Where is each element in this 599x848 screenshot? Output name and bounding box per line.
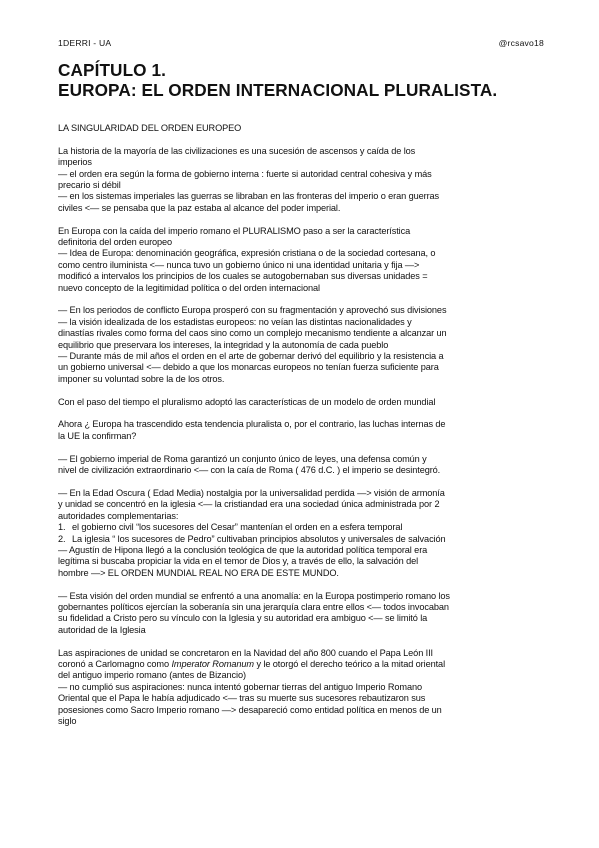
paragraph-6 (58, 454, 544, 477)
text-line: gobernantes políticos ejercían la soberanía sin una jerarquía clara entre ellos <— todos invocaban (58, 601, 449, 612)
text-line: — Agustín de Hipona llegó a la conclusión teológica de que la autoridad política temporal era (58, 544, 428, 555)
text-line: — en los sistemas imperiales las guerras se libraban en las fronteras del imperio o eran guerras (58, 191, 440, 202)
text-line: — Idea de Europa: denominación geográfica, expresión cristiana o de la sociedad cortesana, o (58, 248, 436, 259)
text-line: Con el paso del tiempo el pluralismo adoptó las características de un modelo de orden mundial (58, 396, 436, 407)
text-segment: y le otorgó el derecho teórico a la mitad oriental (254, 658, 446, 669)
text-line: modificó a intervalos los principios de los cuales se autogobernaban sus diversas unidades = (58, 271, 428, 282)
paragraph-carlomagno (58, 648, 544, 728)
header-left-label: 1DERRI - UA (58, 38, 112, 48)
paragraph-4 (58, 397, 544, 408)
header-right-label: @rcsavo18 (498, 38, 544, 48)
text-line: siglo (58, 715, 77, 726)
text-segment: coronó a Carlomagno como (58, 658, 172, 669)
text-line: equilibrio que preservara los intereses, la integridad y la autonomía de cada pueblo (58, 339, 389, 350)
text-line: la UE la confirman? (58, 430, 137, 441)
list-number: 2. (58, 533, 66, 544)
text-line: La historia de la mayoría de las civilizaciones es una sucesión de ascensos y caída de los (58, 145, 416, 156)
text-line: dinastías rivales como forma del caos sino como un complejo mecanismo tendiente a alcanzar un (58, 328, 447, 339)
paragraph-2 (58, 226, 544, 294)
text-line: — la visión idealizada de los estadistas europeos: no veían las distintas nacionalidades y (58, 316, 412, 327)
chapter-number: CAPÍTULO 1. (58, 60, 167, 80)
chapter-title (58, 60, 558, 100)
text-line (58, 659, 544, 670)
list-text: La iglesia “ los sucesores de Pedro” cultivaban principios absolutos y universales de salvación (72, 533, 446, 544)
list-number: 1. (58, 522, 66, 533)
text-line: — no cumplió sus aspiraciones: nunca intentó gobernar tierras del antiguo Imperio Romano (58, 681, 423, 692)
list-item (58, 534, 544, 545)
text-line: precario si débil (58, 180, 121, 191)
text-line: — Durante más de mil años el orden en el arte de gobernar derivó del equilibrio y la resistencia a (58, 351, 444, 362)
text-line: posesiones como Sacro Imperio romano —> desapareció como entidad política en menos de un (58, 704, 442, 715)
text-line: legítima si buscaba propiciar la vida en el temor de Dios y, a través de ello, la salvación del (58, 556, 419, 567)
paragraph-3 (58, 305, 544, 385)
text-line: nivel de civilización extraordinario <— con la caía de Roma ( 476 d.C. ) el imperio se desintegró. (58, 465, 441, 476)
list-text: el gobierno civil “los sucesores del Cesar” mantenían el orden en a esfera temporal (72, 522, 403, 533)
list-item (58, 522, 544, 533)
text-line: — El gobierno imperial de Roma garantizó un conjunto único de leyes, una defensa común y (58, 453, 427, 464)
text-line: Las aspiraciones de unidad se concretaron en la Navidad del año 800 cuando el Papa León III (58, 647, 434, 658)
text-line: un gobierno universal <— debido a que los monarcas europeos no tenían fuerza suficiente para (58, 362, 439, 373)
paragraph-5 (58, 419, 544, 442)
paragraph-1 (58, 146, 544, 214)
text-line: imponer su voluntad sobre la de los otros. (58, 373, 225, 384)
section-heading: LA SINGULARIDAD DEL ORDEN EUROPEO (58, 123, 242, 133)
paragraph-anomalia (58, 591, 544, 637)
text-line: y unidad se concentró en la iglesia <— la cristiandad era una sociedad única administrada por 2 (58, 499, 440, 510)
text-line: autoridad de la Iglesia (58, 624, 146, 635)
document-body (58, 123, 544, 739)
text-line: — En los periodos de conflicto Europa prosperó con su fragmentación y aprovechó sus divisiones (58, 305, 447, 316)
text-line: — Esta visión del orden mundial se enfrentó a una anomalía: en la Europa postimperio romano los (58, 590, 450, 601)
text-line: En Europa con la caída del imperio romano el PLURALISMO paso a ser la característica (58, 225, 411, 236)
text-line: del antiguo imperio romano (antes de Bizancio) (58, 670, 246, 681)
text-line: — el orden era según la forma de gobierno interna : fuerte si autoridad central cohesiva y más (58, 168, 432, 179)
text-line: como centro iluminista <— nunca tuvo un gobierno único ni una identidad unitaria y fija —> (58, 259, 420, 270)
text-line: civiles <— se pensaba que la paz estaba al alcance del poder imperial. (58, 202, 341, 213)
text-line: imperios (58, 157, 92, 168)
paragraph-edad-oscura (58, 488, 544, 579)
text-line: definitoria del orden europeo (58, 237, 173, 248)
chapter-name: EUROPA: EL ORDEN INTERNACIONAL PLURALISTA. (58, 80, 498, 100)
text-line: hombre —> EL ORDEN MUNDIAL REAL NO ERA DE ESTE MUNDO. (58, 567, 339, 578)
text-line: su fidelidad a Cristo pero su vínculo con la Iglesia y su autoridad era ambiguo <— se limitó la (58, 613, 428, 624)
text-line: Oriental que el Papa le había adjudicado <— tras su muerte sus sucesores rebautizaron sus (58, 693, 426, 704)
text-line: autoridades complementarias: (58, 510, 179, 521)
text-line: — En la Edad Oscura ( Edad Media) nostalgia por la universalidad perdida —> visión de armonía (58, 487, 445, 498)
text-line: nuevo concepto de la legitimidad política o del orden internacional (58, 282, 320, 293)
text-line: Ahora ¿ Europa ha trascendido esta tendencia pluralista o, por el contrario, las luchas internas de (58, 419, 446, 430)
italic-term: Imperator Romanum (171, 658, 254, 669)
